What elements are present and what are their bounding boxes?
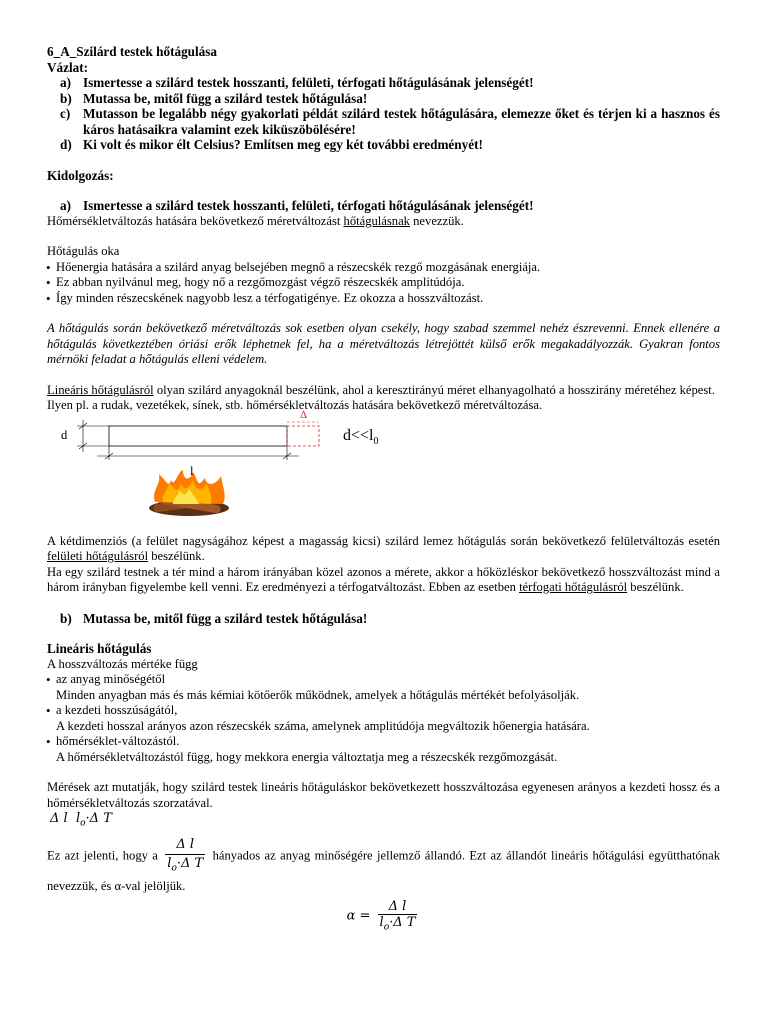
outline-heading: Vázlat: bbox=[47, 59, 89, 75]
ratio-paragraph: Ez azt jelenti, hogy a $\frac{\text{Δ l}}{l_o\cdot\Delta T}$ hányados az anyag minőségére jellemző állandó. Ezt az állandót lineáris hőtágulási együtthatónak nevezzük, és α-val jelöljük. bbox=[47, 836, 720, 894]
factor-bullet: • hőmérséklet-változástól. bbox=[47, 734, 720, 750]
dimension-label-d: d bbox=[61, 427, 68, 442]
cause-bullet: • Hőenergia hatására a szilárd anyag belsejében megnő a részecskék rezgő mozgásának energiája. bbox=[47, 260, 720, 276]
linear-expansion-heading: Lineáris hőtágulás bbox=[47, 641, 152, 656]
ratio-fraction: $\frac{\text{Δ l}}{l_o\cdot\Delta T}$ bbox=[167, 836, 204, 874]
linear-paragraph: Lineáris hőtágulásról olyan szilárd anyagoknál beszélünk, ahol a keresztirányú méret elhanyagolható a hosszirány méretéhez képest. bbox=[47, 382, 715, 397]
definition-paragraph: Hőmérsékletváltozás hatására bekövetkező méretváltozást hőtágulásnak nevezzük. bbox=[47, 213, 464, 228]
outline-item: a) Ismertesse a szilárd testek hosszanti, felületi, térfogati hőtágulásának jelenségét! bbox=[60, 75, 534, 90]
outline-item: d) Ki volt és mikor élt Celsius? Említsen meg egy két további eredményét! bbox=[60, 137, 483, 152]
formula-proportional: Δ l $l_o\cdot\Delta$ T bbox=[50, 811, 112, 829]
linear-examples: Ilyen pl. a rudak, vezetékek, sínek, stb. hőmérsékletváltozás hatására bekövetkező méretváltozása. bbox=[47, 398, 543, 412]
section-a-heading: a) Ismertesse a szilárd testek hosszanti, felületi, térfogati hőtágulásának jelenségét! bbox=[60, 198, 534, 213]
alpha-formula: α = $\frac{\text{Δ l}}{l_o\cdot\Delta T}$ bbox=[346, 899, 416, 933]
section-b-heading: b) Mutassa be, mitől függ a szilárd testek hőtágulása! bbox=[60, 610, 368, 626]
cause-heading: Hőtágulás oka bbox=[47, 244, 120, 258]
factor-detail: Minden anyagban más és más kémiai kötőerők működnek, amelyek a hőtágulás mértékét befolyásolják. bbox=[56, 687, 580, 702]
measurement-paragraph: Mérések azt mutatják, hogy szilárd testek lineáris hőtáguláskor bekövetkezett hosszváltozása egyenesen arányos a kezdeti hossz és a hőmérsékletváltozás szorzatával. bbox=[47, 780, 720, 810]
outline-item: c) Mutasson be legalább négy gyakorlati példát szilárd testek hőtágulására, elemezze őket és térjen ki a hasznos és káros hatásaikra valamint ezek kiküszöbölésére! bbox=[60, 106, 720, 137]
condition-label: $d<<l_0$ bbox=[343, 426, 379, 447]
factor-bullet: • az anyag minőségétől bbox=[47, 672, 720, 688]
factor-detail: A kezdeti hosszal arányos azon részecskék száma, amelynek amplitúdója megváltozik hőenergia hatására. bbox=[56, 718, 590, 733]
outline-item: b) Mutassa be, mitől függ a szilárd testek hőtágulása! bbox=[60, 90, 368, 106]
volume-paragraph: Ha egy szilárd testnek a tér mind a három irányában közel azonos a mérete, akkor a hőközléskor bekövetkező hosszváltozást mind a három irányban figyelembe kell venni. Ez eredményezi a térfogatváltozást. Ebben az esetben térfogati hőtágulásról beszélünk. bbox=[47, 564, 720, 594]
surface-paragraph: A kétdimenziós (a felület nagyságához képest a magasság kicsi) szilárd lemez hőtágulás során bekövetkező felületváltozás esetén felületi hőtágulásról beszélünk. bbox=[47, 533, 720, 563]
factor-bullet: • a kezdeti hosszúságától, bbox=[47, 703, 720, 719]
cause-bullet: • Ez abban nyilvánul meg, hogy nő a rezgőmozgást végző részecskék amplitúdója. bbox=[47, 275, 720, 291]
document-title: 6_A_Szilárd testek hőtágulása bbox=[47, 44, 217, 59]
cause-bullet: • Így minden részecskének nagyobb lesz a térfogatigénye. Ez okozza a hosszváltozást. bbox=[47, 291, 720, 307]
dimension-label-delta: Δ bbox=[300, 408, 308, 421]
dimension-label-l: l bbox=[190, 463, 194, 478]
fire-icon bbox=[149, 470, 229, 516]
factor-detail: A hőmérsékletváltozástól függ, hogy mekkora energia változtatja meg a részecskék rezgőmozgását. bbox=[56, 749, 558, 764]
document-page bbox=[47, 44, 720, 933]
elaboration-heading: Kidolgozás: bbox=[47, 167, 114, 183]
italic-paragraph: A hőtágulás során bekövetkező méretváltozás sok esetben olyan csekély, hogy szabad szemmel nehéz észrevenni. Ennek ellenére a hőtágulás következtében óriási erők léphetnek fel, ha a méretváltozás létrejöttét külső erők megakadályozzák. Gyakran fontos mérnöki feladat a hőtágulás elleni védelem. bbox=[47, 321, 720, 366]
rod-diagram bbox=[47, 414, 720, 534]
factors-intro: A hosszváltozás mértéke függ bbox=[47, 656, 198, 671]
outline-list bbox=[47, 75, 720, 153]
rod-expansion-figure bbox=[47, 408, 720, 534]
